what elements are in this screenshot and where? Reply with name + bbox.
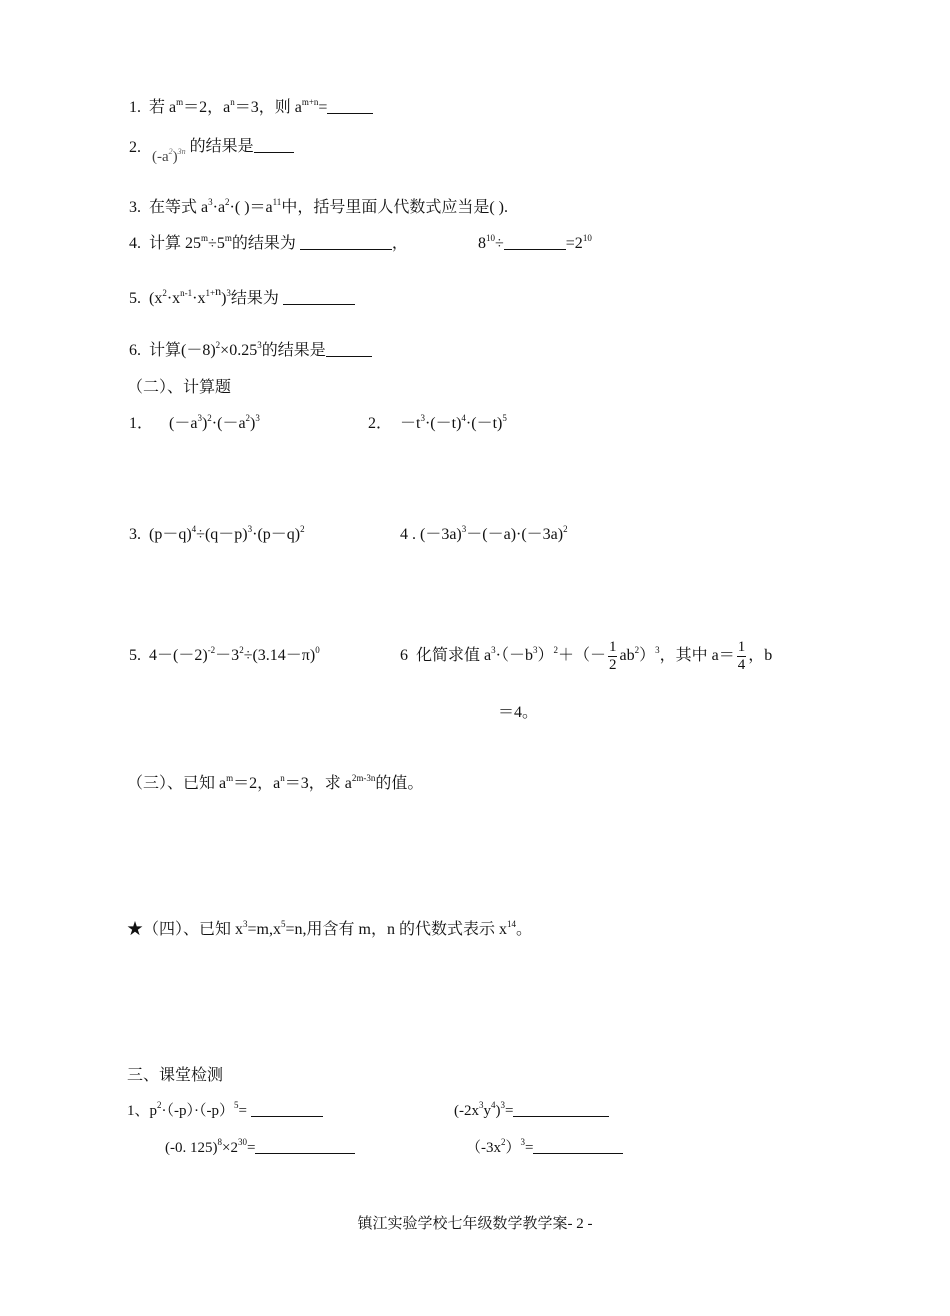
question-3: 3. 在等式 $a^3\cdot a^2\cdot$( )$=a^{11}$中，括号里面人代数式应当是( ). bbox=[129, 197, 508, 216]
question-6: 6. 计算$(-8)^2\times 0.25^3$的结果是 bbox=[129, 341, 372, 361]
problem-5: 5. $4-(-2)^{-2}-3^2\div(3.14-\pi)^0$ bbox=[129, 645, 320, 664]
answer-blank[interactable] bbox=[254, 152, 294, 153]
question-5: 5. $(x^2\cdot x^{n-1}\cdot x^{1+n})^3$结果为 bbox=[129, 289, 355, 309]
question-4-part-2: $8^{10}\div =2^{10}$ bbox=[478, 233, 592, 252]
problem-4: 4 . $(-3a)^3-(-a)\cdot(-3a)^2$ bbox=[400, 524, 568, 543]
answer-blank[interactable] bbox=[533, 1153, 623, 1154]
problem-6: 6 化简求值 $a^3\cdot(-b^3)^2+(-$ $\frac{1}{2}$ $ab^2)^3$，其中 a＝ $\frac{1}{4}$ ，b bbox=[400, 638, 773, 673]
question-4: 4. 计算 $25^m\div 5^m$的结果为 ， bbox=[129, 233, 408, 252]
answer-blank[interactable] bbox=[327, 113, 373, 114]
answer-blank[interactable] bbox=[326, 356, 372, 357]
answer-blank[interactable] bbox=[255, 1153, 355, 1154]
section-3: （三）、已知 $a^m=2$，$a^n=3$，求 $a^{2m-3n}$的值。 bbox=[127, 773, 424, 792]
problem-2: 2． $-t^3\cdot(-t)^4\cdot(-t)^5$ bbox=[368, 413, 507, 432]
answer-blank[interactable] bbox=[300, 249, 392, 250]
check-item-a: 1、$p^2\cdot(-p)\cdot(-p)^5=$ bbox=[127, 1101, 323, 1121]
check-item-c: (-0. $125)^8\times 2^{30}=$ bbox=[165, 1138, 355, 1158]
answer-blank[interactable] bbox=[504, 249, 566, 250]
problem-6-line-2: ＝4。 bbox=[498, 704, 539, 721]
question-2-body: $(-a^2)^{3n}$ 的结果是 bbox=[152, 137, 294, 157]
section-4: ★（四）、已知 $x^3=m,x^5=n$,用含有 m，n 的代数式表示 $x^{14}$。 bbox=[127, 919, 532, 938]
fraction-one-half: $\frac{1}{2}$ bbox=[608, 638, 617, 673]
check-item-d: $(-3x^2)^3=$ bbox=[466, 1138, 623, 1158]
answer-blank[interactable] bbox=[251, 1116, 323, 1117]
page-footer: 镇江实验学校七年级数学教学案- 2 - bbox=[357, 1216, 593, 1232]
question-2: 2. bbox=[129, 139, 141, 156]
answer-blank[interactable] bbox=[513, 1116, 609, 1117]
question-1: 1. 若 $a^m=2$，$a^n=3$，则 $a^{m+n}=$ bbox=[129, 98, 373, 118]
expression-image: $(-a^2)^{3n}$ bbox=[152, 147, 186, 165]
problem-3: 3. $(p-q)^4\div(q-p)^3\cdot(p-q)^2$ bbox=[129, 524, 305, 543]
answer-blank[interactable] bbox=[283, 304, 355, 305]
check-heading: 三、课堂检测 bbox=[127, 1067, 224, 1084]
check-item-b: $(-2x^3y^4)^3=$ bbox=[454, 1101, 609, 1121]
section-2-heading: （二）、计算题 bbox=[127, 379, 232, 396]
fraction-one-quarter: $\frac{1}{4}$ bbox=[737, 638, 746, 673]
problem-1: 1． $(-a^3)^2\cdot(-a^2)^3$ bbox=[129, 413, 260, 432]
